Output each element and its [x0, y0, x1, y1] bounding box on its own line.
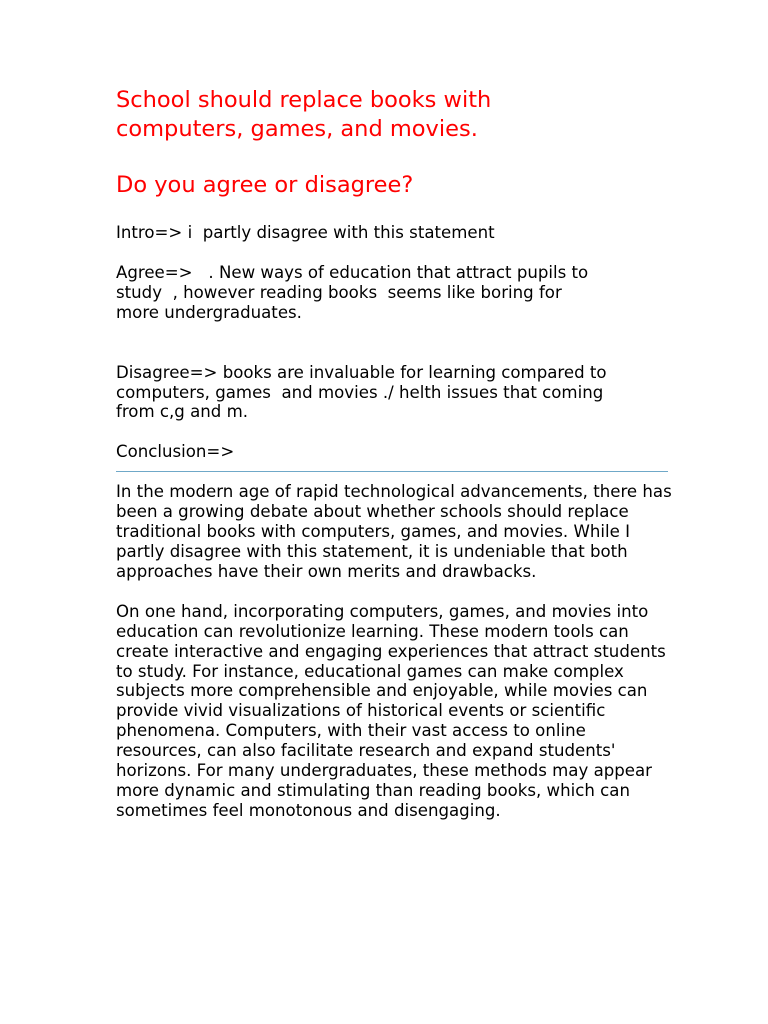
essay-paragraph-1: In the modern age of rapid technological advancements, there has been a growing debate about whether schools should replace traditional books with computers, games, and movies. While I partly disagree with this statement, it is undeniable that both approaches have their own merits and drawbacks. — [116, 482, 672, 581]
outline-disagree: Disagree=> books are invaluable for learning compared to computers, games and movies ./ helth issues that coming from c,g and m. — [116, 362, 607, 422]
document-title: School should replace books with computers, games, and movies. — [116, 87, 492, 142]
section-divider — [116, 471, 668, 472]
essay-paragraph-2: On one hand, incorporating computers, games, and movies into education can revolutionize learning. These modern tools can create interactive and engaging experiences that attract students to study. For instance, educational games can make complex subjects more comprehensible and enjoyable, while movies can provide vivid visualizations of historical events or scientific phenomena. Computers, with their vast access to online resources, can also facilitate research and expand students' horizons. For many undergraduates, these methods may appear more dynamic and stimulating than reading books, which can sometimes feel monotonous and disengaging. — [116, 601, 666, 820]
outline-intro: Intro=> i partly disagree with this statement — [116, 223, 495, 242]
outline-conclusion: Conclusion=> — [116, 442, 235, 462]
document-question: Do you agree or disagree? — [116, 172, 414, 198]
outline-agree: Agree=> . New ways of education that attract pupils to study , however reading books seems like boring for more undergraduates. — [116, 262, 589, 322]
document-page — [116, 86, 676, 821]
